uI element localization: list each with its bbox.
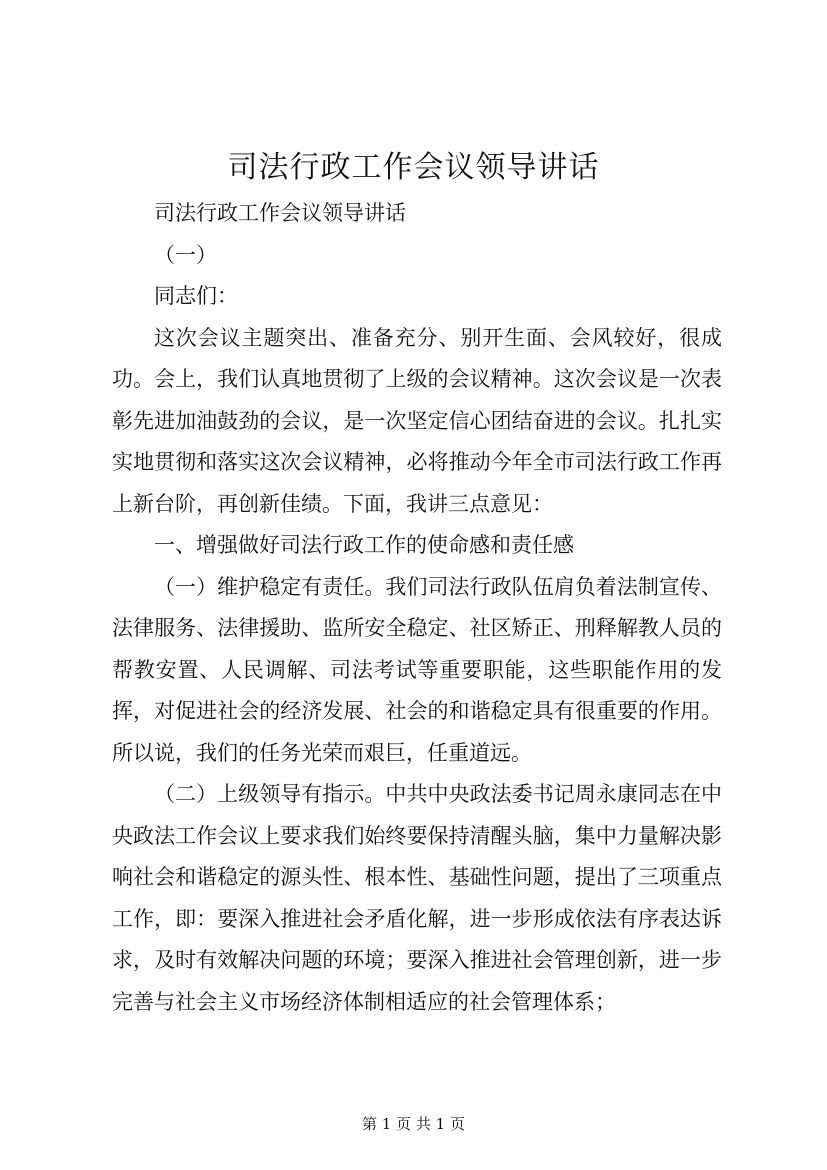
point-one-paragraph: （一）维护稳定有责任。我们司法行政队伍肩负着法制宣传、法律服务、法律援助、监所安全稳定、社区矫正、刑释解教人员的帮教安置、人民调解、司法考试等重要职能，这些职能作用的发挥，对促进社会的经济发展、社会的和谐稳定具有很重要的作用。所以说，我们的任务光荣而艰巨，任重道远。 bbox=[112, 574, 722, 765]
document-title: 司法行政工作会议领导讲话 bbox=[227, 150, 600, 185]
page-footer: 第 1 页 共 1 页 bbox=[362, 1115, 465, 1133]
section-number-paragraph: （一） bbox=[154, 242, 217, 267]
point-two-paragraph: （二）上级领导有指示。中共中央政法委书记周永康同志在中央政法工作会议上要求我们始终要保持清醒头脑，集中力量解决影响社会和谐稳定的源头性、根本性、基础性问题，提出了三项重点工作，即：要深入推进社会矛盾化解，进一步形成依法有序表达诉求，及时有效解决问题的环境；要深入推进社会管理创新，进一步完善与社会主义市场经济体制相适应的社会管理体系； bbox=[112, 782, 722, 1014]
opening-paragraph: 这次会议主题突出、准备充分、别开生面、会风较好，很成功。会上，我们认真地贯彻了上级的会议精神。这次会议是一次表彰先进加油鼓劲的会议，是一次坚定信心团结奋进的会议。扎扎实实地贯彻和落实这次会议精神，必将推动今年全市司法行政工作再上新台阶，再创新佳绩。下面，我讲三点意见： bbox=[112, 325, 722, 516]
subtitle-paragraph: 司法行政工作会议领导讲话 bbox=[154, 201, 406, 225]
salutation-paragraph: 同志们： bbox=[154, 284, 238, 308]
document-body bbox=[112, 193, 722, 1023]
heading-paragraph: 一、增强做好司法行政工作的使命感和责任感 bbox=[154, 533, 574, 557]
